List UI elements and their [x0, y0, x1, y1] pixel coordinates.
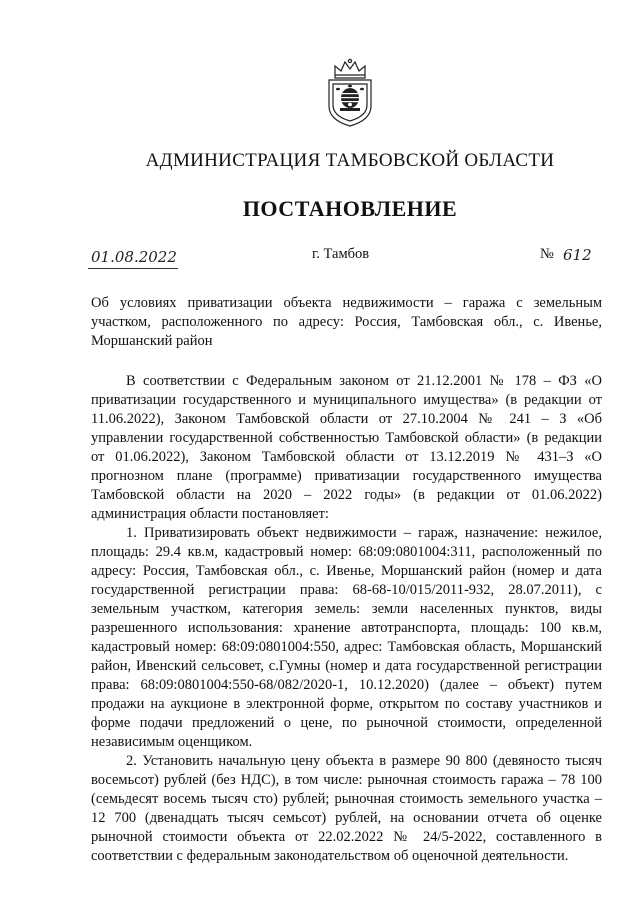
signing-date: 01.08.2022	[91, 248, 177, 266]
clause-2-paragraph: 2. Установить начальную цену объекта в размере 90 800 (девяносто тысяч восемьсот) рублей (без НДС), в том числе: рыночная стоимость гаража – 78 100 (семьдесят восемь тысяч сто) рублей; рыночная стоимость земельного участка – 12 700 (двенадцать тысяч семьсот) рублей, на основании отчета об оценке рыночной стоимости объекта от 22.02.2022 № 24/5-2022, составленного в соответствии с федеральным законодательством об оценочной деятельности.	[91, 753, 602, 864]
document-body	[91, 372, 602, 866]
document-subject: Об условиях приватизации объекта недвижимости – гаража с земельным участком, расположенного по адресу: Россия, Тамбовская обл., с. Ивенье, Моршанский район	[91, 295, 602, 349]
coat-of-arms-emblem	[321, 58, 379, 128]
document-number: 612	[563, 246, 592, 264]
date-underline	[88, 268, 178, 269]
preamble-paragraph: В соответствии с Федеральным законом от 21.12.2001 № 178 – ФЗ «О приватизации государственного и муниципального имущества» (в редакции от 11.06.2022), Законом Тамбовской области от 27.10.2004 № 241 – З «Об управлении государственной собственностью Тамбовской области» (в редакции от 01.06.2022), Законом Тамбовской области от 13.12.2019 № 431–З «О прогнозном плане (программе) приватизации государственного имущества Тамбовской области на 2020 – 2022 годы» (в редакции от 01.06.2022) администрация области постановляет:	[91, 373, 602, 522]
clause-1-paragraph: 1. Приватизировать объект недвижимости – гараж, назначение: нежилое, площадь: 29.4 кв.м, кадастровый номер: 68:09:0801004:311, расположенный по адресу: Россия, Тамбовская обл., с. Ивенье, Моршанский район (номер и дата государственной регистрации права: 68-68-10/015/2011-932, 28.07.2011), с земельным участком, категория земель: земли населенных пунктов, виды разрешенного использования: хранение автотранспорта, площадь: 100 кв.м, кадастровый номер: 68:09:0801004:550, адрес: Тамбовская область, Моршанский район, Ивенский сельсовет, с.Гумны (номер и дата государственной регистрации права: 68:09:0801004:550-68/082/2020-1, 10.12.2020) (далее – объект) путем продажи на аукционе в электронной форме, открытом по составу участников и форме подачи предложений о цене, по рыночной стоимости, определенной независимым оценщиком.	[91, 525, 602, 750]
issuing-city: г. Тамбов	[312, 246, 370, 262]
document-type-title: ПОСТАНОВЛЕНИЕ	[242, 196, 458, 221]
document-number-label: №	[540, 246, 554, 262]
organization-name: АДМИНИСТРАЦИЯ ТАМБОВСКОЙ ОБЛАСТИ	[145, 150, 555, 171]
